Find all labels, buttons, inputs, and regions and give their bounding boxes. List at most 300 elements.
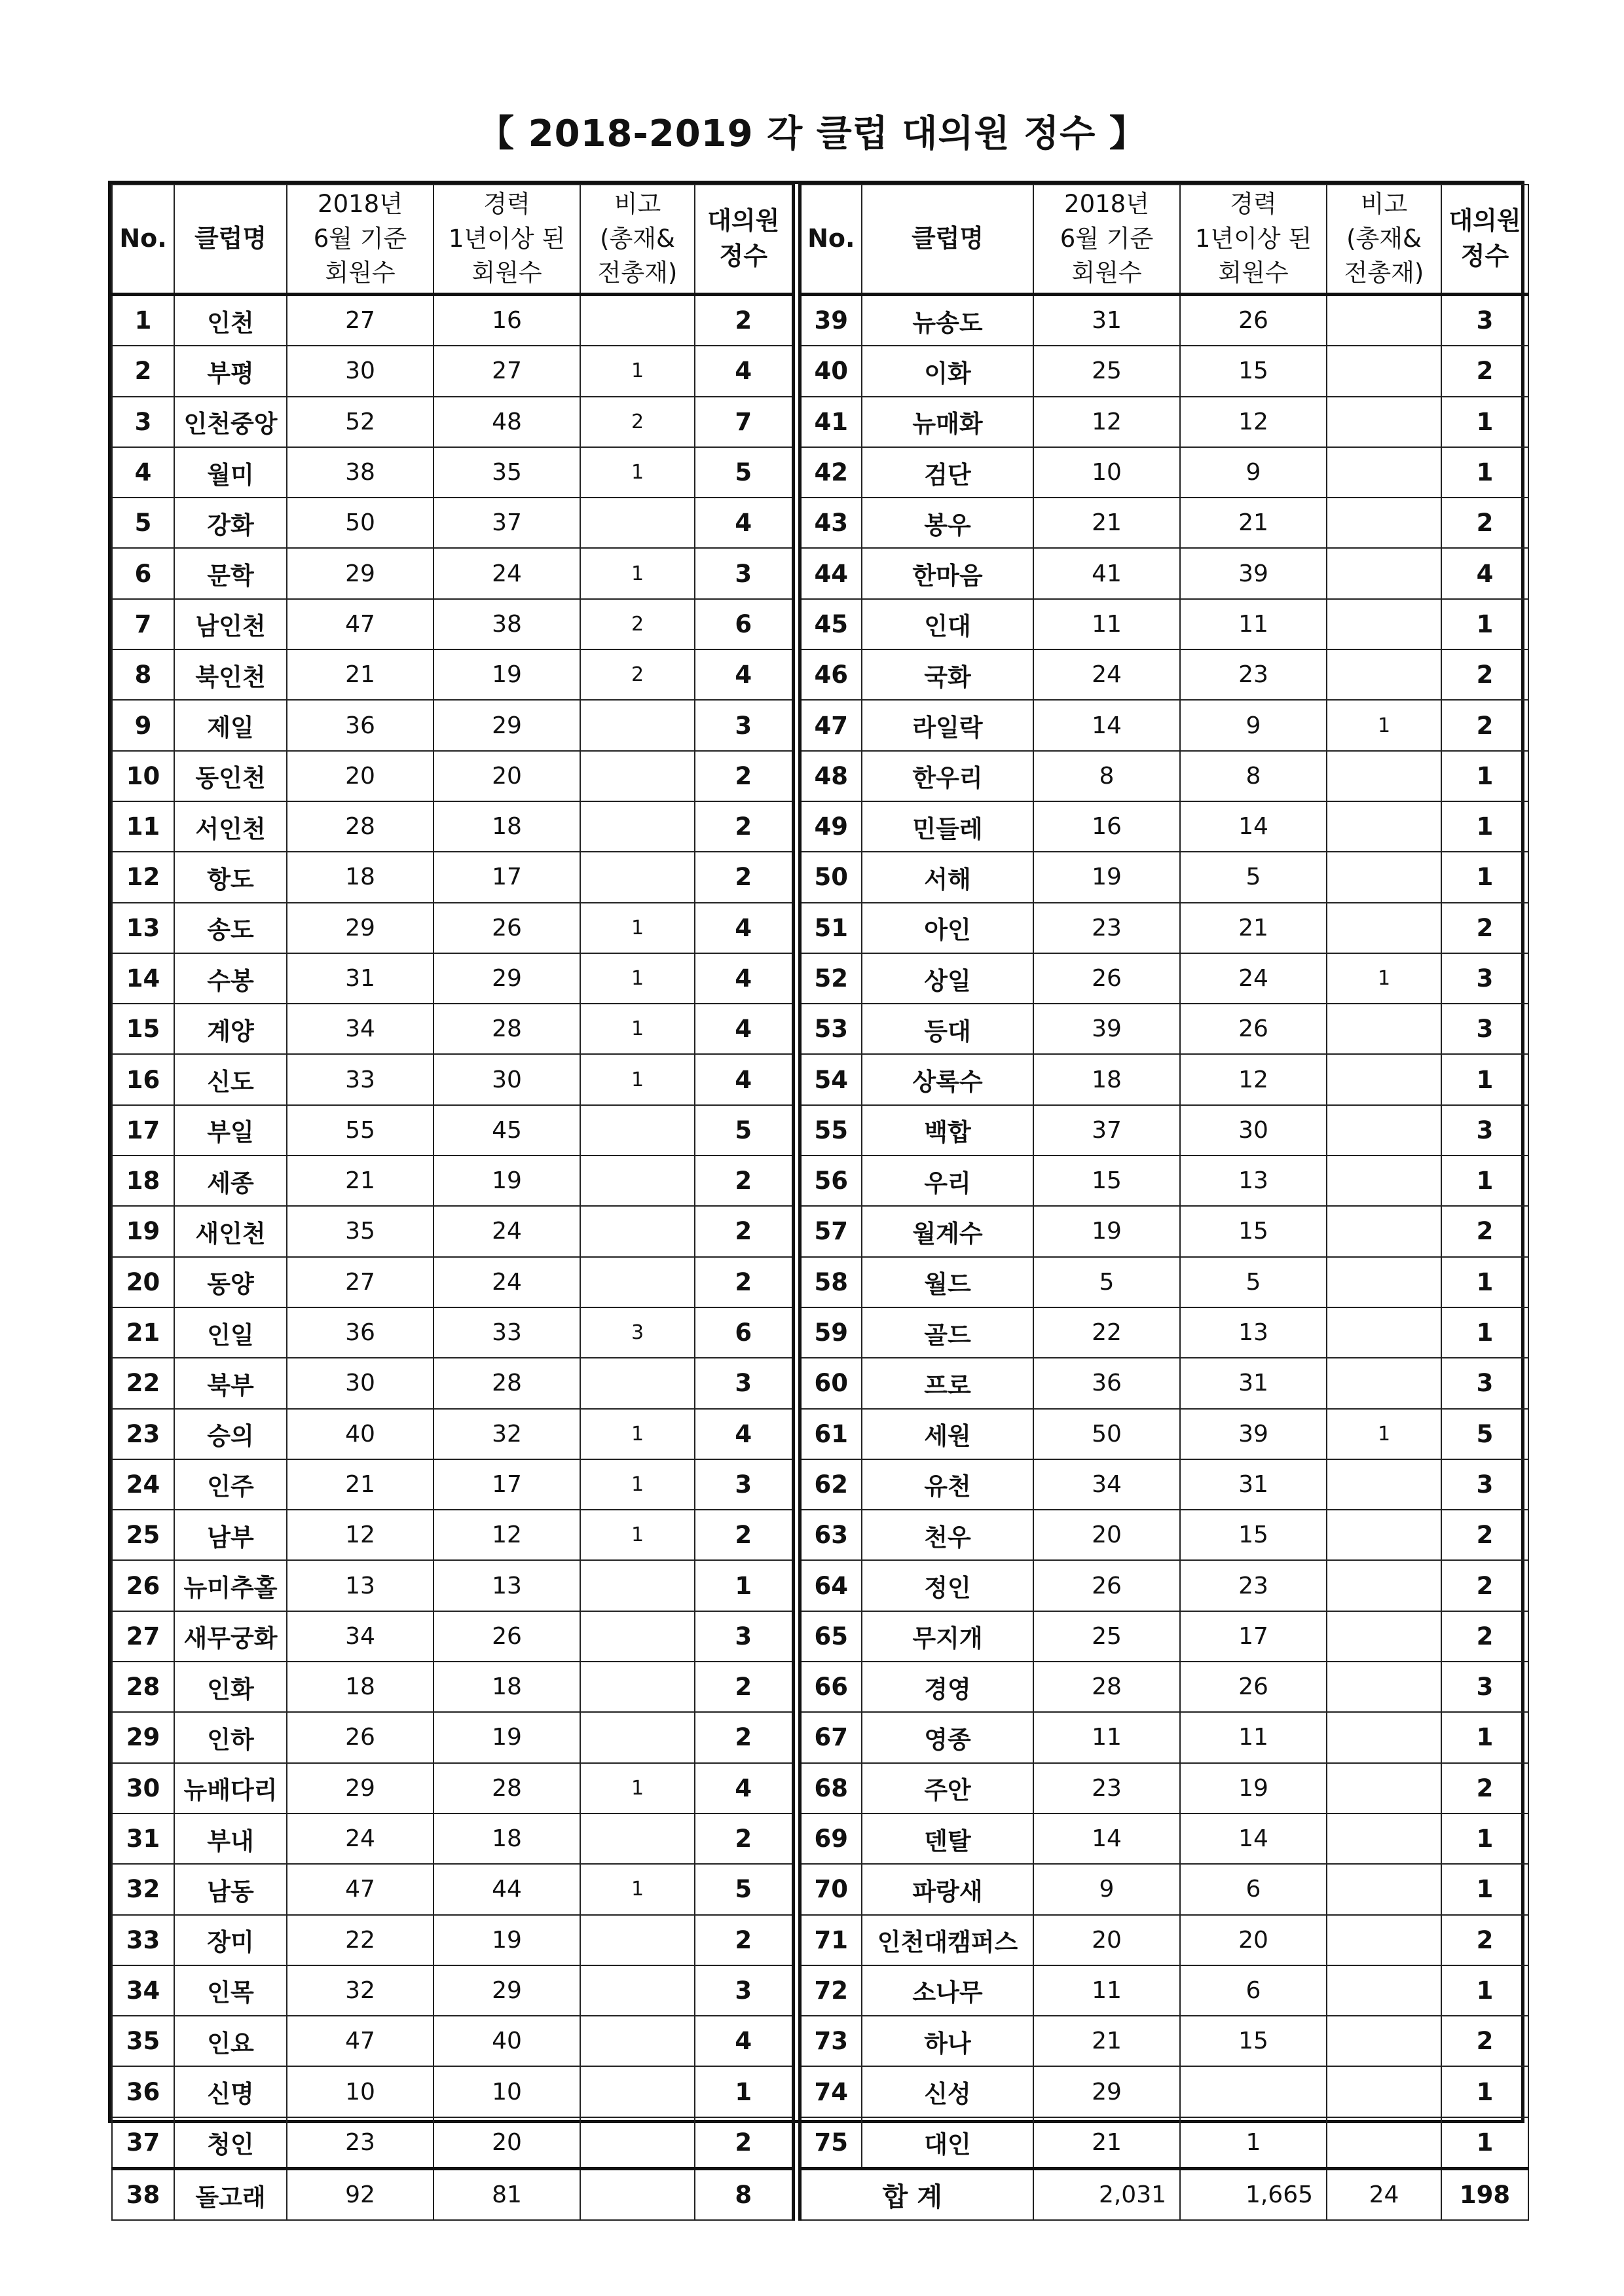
table-row xyxy=(112,1915,793,1965)
table-row xyxy=(112,1156,793,1206)
row-no: 6 xyxy=(112,548,174,598)
experienced-count: 44 xyxy=(434,1864,580,1914)
remark: 1 xyxy=(580,903,695,953)
table-row xyxy=(800,801,1528,852)
header-delegates: 대의원 정수 xyxy=(1441,185,1528,295)
remark xyxy=(1327,1358,1441,1408)
delegate-quota: 1 xyxy=(1441,1156,1528,1206)
club-name: 세종 xyxy=(174,1156,287,1206)
table-row xyxy=(112,1712,793,1762)
experienced-count: 23 xyxy=(1180,1560,1327,1611)
delegate-quota-tables xyxy=(108,181,1524,2213)
delegate-quota: 1 xyxy=(1441,2066,1528,2117)
member-count: 15 xyxy=(1033,1156,1180,1206)
experienced-count: 29 xyxy=(434,1965,580,2016)
remark xyxy=(1327,1206,1441,1256)
experienced-count: 18 xyxy=(434,1662,580,1712)
experienced-count: 17 xyxy=(1180,1611,1327,1662)
member-count: 36 xyxy=(287,1307,434,1358)
row-no: 20 xyxy=(112,1257,174,1307)
delegate-quota: 1 xyxy=(1441,1813,1528,1864)
member-count: 16 xyxy=(1033,801,1180,852)
table-row xyxy=(800,1662,1528,1712)
club-name: 인하 xyxy=(174,1712,287,1762)
remark xyxy=(1327,1054,1441,1104)
member-count: 10 xyxy=(1033,447,1180,498)
delegate-quota: 2 xyxy=(1441,2016,1528,2066)
club-name: 북부 xyxy=(174,1358,287,1408)
remark xyxy=(580,295,695,346)
row-no: 34 xyxy=(112,1965,174,2016)
table-row xyxy=(112,2117,793,2169)
club-name: 국화 xyxy=(862,649,1033,700)
club-name: 등대 xyxy=(862,1004,1033,1054)
delegate-quota: 5 xyxy=(695,447,793,498)
club-name: 인대 xyxy=(862,599,1033,649)
row-no: 53 xyxy=(800,1004,862,1054)
remark: 1 xyxy=(580,346,695,396)
delegate-quota: 3 xyxy=(1441,1358,1528,1408)
delegate-quota: 4 xyxy=(695,498,793,548)
member-count: 34 xyxy=(287,1004,434,1054)
experienced-count: 26 xyxy=(1180,1662,1327,1712)
delegate-quota: 2 xyxy=(1441,1510,1528,1560)
remark xyxy=(1327,1662,1441,1712)
table-row xyxy=(800,1712,1528,1762)
table-row xyxy=(800,1307,1528,1358)
member-count: 21 xyxy=(287,1156,434,1206)
row-no: 71 xyxy=(800,1915,862,1965)
table-row xyxy=(800,1560,1528,1611)
row-no: 15 xyxy=(112,1004,174,1054)
member-count: 34 xyxy=(1033,1459,1180,1510)
table-row xyxy=(800,1206,1528,1256)
club-name: 부평 xyxy=(174,346,287,396)
member-count: 92 xyxy=(287,2168,434,2220)
experienced-count: 5 xyxy=(1180,1257,1327,1307)
delegate-quota: 2 xyxy=(695,2117,793,2169)
club-name: 신명 xyxy=(174,2066,287,2117)
table-row xyxy=(800,2117,1528,2169)
delegate-quota: 2 xyxy=(695,295,793,346)
remark xyxy=(1327,1813,1441,1864)
club-name: 소나무 xyxy=(862,1965,1033,2016)
remark: 3 xyxy=(580,1307,695,1358)
remark: 1 xyxy=(580,953,695,1004)
page-title: 【 2018-2019 각 클럽 대의원 정수 】 xyxy=(477,113,1147,155)
table-row xyxy=(112,1763,793,1813)
table-row xyxy=(800,751,1528,801)
experienced-count: 28 xyxy=(434,1004,580,1054)
delegate-quota: 3 xyxy=(695,548,793,598)
table-row xyxy=(112,1358,793,1408)
row-no: 45 xyxy=(800,599,862,649)
experienced-count: 14 xyxy=(1180,1813,1327,1864)
experienced-count: 24 xyxy=(434,1206,580,1256)
table-row xyxy=(800,498,1528,548)
table-row xyxy=(112,2066,793,2117)
table-row xyxy=(112,700,793,750)
experienced-count: 20 xyxy=(434,751,580,801)
table-row xyxy=(112,751,793,801)
remark: 1 xyxy=(1327,953,1441,1004)
delegate-quota: 1 xyxy=(1441,599,1528,649)
experienced-count: 31 xyxy=(1180,1358,1327,1408)
experienced-count: 32 xyxy=(434,1409,580,1459)
table-row xyxy=(800,700,1528,750)
total-row xyxy=(800,2168,1528,2220)
remark xyxy=(1327,1257,1441,1307)
remark xyxy=(1327,903,1441,953)
club-name: 남동 xyxy=(174,1864,287,1914)
experienced-count: 30 xyxy=(434,1054,580,1104)
experienced-count: 38 xyxy=(434,599,580,649)
club-name: 신도 xyxy=(174,1054,287,1104)
delegate-quota: 4 xyxy=(695,953,793,1004)
row-no: 29 xyxy=(112,1712,174,1762)
row-no: 11 xyxy=(112,801,174,852)
experienced-count: 11 xyxy=(1180,599,1327,649)
remark: 1 xyxy=(580,1459,695,1510)
header-club: 클럽명 xyxy=(174,185,287,295)
row-no: 57 xyxy=(800,1206,862,1256)
delegate-quota: 4 xyxy=(695,1004,793,1054)
club-name: 세원 xyxy=(862,1409,1033,1459)
table-row xyxy=(112,1105,793,1156)
delegate-quota: 2 xyxy=(695,1813,793,1864)
remark: 2 xyxy=(580,397,695,447)
delegate-quota: 4 xyxy=(695,346,793,396)
remark xyxy=(580,2117,695,2169)
row-no: 16 xyxy=(112,1054,174,1104)
delegate-quota: 2 xyxy=(1441,498,1528,548)
club-name: 남부 xyxy=(174,1510,287,1560)
remark xyxy=(580,2066,695,2117)
remark xyxy=(1327,801,1441,852)
member-count: 19 xyxy=(1033,1206,1180,1256)
member-count: 14 xyxy=(1033,1813,1180,1864)
row-no: 58 xyxy=(800,1257,862,1307)
member-count: 41 xyxy=(1033,548,1180,598)
experienced-count: 28 xyxy=(434,1763,580,1813)
member-count: 32 xyxy=(287,1965,434,2016)
row-no: 56 xyxy=(800,1156,862,1206)
delegate-quota: 4 xyxy=(695,649,793,700)
remark xyxy=(580,1611,695,1662)
member-count: 36 xyxy=(1033,1358,1180,1408)
table-row xyxy=(112,1257,793,1307)
club-name: 새무궁화 xyxy=(174,1611,287,1662)
delegate-quota: 2 xyxy=(695,1206,793,1256)
experienced-count: 45 xyxy=(434,1105,580,1156)
club-name: 새인천 xyxy=(174,1206,287,1256)
row-no: 21 xyxy=(112,1307,174,1358)
table-row xyxy=(112,1813,793,1864)
experienced-count: 1 xyxy=(1180,2117,1327,2169)
table-row xyxy=(112,953,793,1004)
delegate-quota: 2 xyxy=(695,852,793,902)
club-name: 신성 xyxy=(862,2066,1033,2117)
club-name: 무지개 xyxy=(862,1611,1033,1662)
header-delegates: 대의원 정수 xyxy=(695,185,793,295)
remark xyxy=(580,2168,695,2220)
header-experienced: 경력 1년이상 된 회원수 xyxy=(1180,185,1327,295)
experienced-count: 26 xyxy=(434,1611,580,1662)
member-count: 26 xyxy=(287,1712,434,1762)
member-count: 28 xyxy=(1033,1662,1180,1712)
delegate-quota: 1 xyxy=(1441,447,1528,498)
row-no: 2 xyxy=(112,346,174,396)
experienced-count: 8 xyxy=(1180,751,1327,801)
club-name: 덴탈 xyxy=(862,1813,1033,1864)
club-name: 부내 xyxy=(174,1813,287,1864)
remark: 1 xyxy=(580,1004,695,1054)
member-count: 26 xyxy=(1033,953,1180,1004)
delegate-quota: 4 xyxy=(695,1054,793,1104)
member-count: 47 xyxy=(287,599,434,649)
remark xyxy=(580,1965,695,2016)
experienced-count: 11 xyxy=(1180,1712,1327,1762)
table-row xyxy=(112,1004,793,1054)
member-count: 10 xyxy=(287,2066,434,2117)
club-name: 상일 xyxy=(862,953,1033,1004)
member-count: 11 xyxy=(1033,1712,1180,1762)
member-count: 12 xyxy=(287,1510,434,1560)
table-row xyxy=(112,548,793,598)
delegate-quota: 2 xyxy=(695,1257,793,1307)
member-count: 25 xyxy=(1033,1611,1180,1662)
remark xyxy=(1327,548,1441,598)
remark xyxy=(580,1560,695,1611)
table-row xyxy=(112,2168,793,2220)
club-name: 정인 xyxy=(862,1560,1033,1611)
header-members: 2018년 6월 기준 회원수 xyxy=(287,185,434,295)
header-remark: 비고 (총재& 전총재) xyxy=(1327,185,1441,295)
experienced-count: 27 xyxy=(434,346,580,396)
table-row xyxy=(800,649,1528,700)
experienced-count: 24 xyxy=(434,548,580,598)
table-row xyxy=(800,1965,1528,2016)
club-name: 한마음 xyxy=(862,548,1033,598)
right-table xyxy=(798,184,1530,2221)
member-count: 21 xyxy=(287,649,434,700)
member-count: 50 xyxy=(1033,1409,1180,1459)
member-count: 19 xyxy=(1033,852,1180,902)
table-row xyxy=(800,599,1528,649)
table-row xyxy=(112,1459,793,1510)
member-count: 29 xyxy=(287,903,434,953)
row-no: 54 xyxy=(800,1054,862,1104)
club-name: 주안 xyxy=(862,1763,1033,1813)
table-row xyxy=(800,1763,1528,1813)
row-no: 3 xyxy=(112,397,174,447)
delegate-quota: 3 xyxy=(1441,295,1528,346)
row-no: 44 xyxy=(800,548,862,598)
row-no: 30 xyxy=(112,1763,174,1813)
experienced-count: 13 xyxy=(434,1560,580,1611)
row-no: 66 xyxy=(800,1662,862,1712)
club-name: 천우 xyxy=(862,1510,1033,1560)
row-no: 39 xyxy=(800,295,862,346)
remark: 2 xyxy=(580,649,695,700)
member-count: 40 xyxy=(287,1409,434,1459)
member-count: 21 xyxy=(1033,2016,1180,2066)
remark xyxy=(580,852,695,902)
delegate-quota: 2 xyxy=(1441,649,1528,700)
member-count: 23 xyxy=(287,2117,434,2169)
experienced-count: 21 xyxy=(1180,903,1327,953)
delegate-quota: 2 xyxy=(1441,700,1528,750)
remark xyxy=(1327,498,1441,548)
remark xyxy=(1327,2066,1441,2117)
delegate-quota: 4 xyxy=(695,2016,793,2066)
club-name: 이화 xyxy=(862,346,1033,396)
delegate-quota: 2 xyxy=(695,1712,793,1762)
club-name: 백합 xyxy=(862,1105,1033,1156)
member-count: 20 xyxy=(287,751,434,801)
remark xyxy=(580,801,695,852)
row-no: 62 xyxy=(800,1459,862,1510)
delegate-quota: 2 xyxy=(1441,1560,1528,1611)
member-count: 18 xyxy=(287,852,434,902)
delegate-quota: 5 xyxy=(695,1864,793,1914)
experienced-count: 30 xyxy=(1180,1105,1327,1156)
remark xyxy=(1327,1560,1441,1611)
total-remark: 24 xyxy=(1327,2168,1441,2220)
experienced-count: 14 xyxy=(1180,801,1327,852)
total-experienced: 1,665 xyxy=(1180,2168,1327,2220)
delegate-quota: 4 xyxy=(695,903,793,953)
row-no: 13 xyxy=(112,903,174,953)
table-row xyxy=(800,1510,1528,1560)
club-name: 승의 xyxy=(174,1409,287,1459)
club-name: 골드 xyxy=(862,1307,1033,1358)
table-row xyxy=(112,1409,793,1459)
delegate-quota: 6 xyxy=(695,599,793,649)
row-no: 55 xyxy=(800,1105,862,1156)
delegate-quota: 1 xyxy=(1441,852,1528,902)
remark: 1 xyxy=(580,1054,695,1104)
table-row xyxy=(112,801,793,852)
delegate-quota: 3 xyxy=(1441,1662,1528,1712)
delegate-quota: 5 xyxy=(1441,1409,1528,1459)
experienced-count: 39 xyxy=(1180,1409,1327,1459)
remark xyxy=(1327,1611,1441,1662)
club-name: 강화 xyxy=(174,498,287,548)
club-name: 뉴배다리 xyxy=(174,1763,287,1813)
experienced-count: 33 xyxy=(434,1307,580,1358)
remark xyxy=(1327,1105,1441,1156)
row-no: 37 xyxy=(112,2117,174,2169)
total-delegates: 198 xyxy=(1441,2168,1528,2220)
remark xyxy=(580,1257,695,1307)
member-count: 29 xyxy=(1033,2066,1180,2117)
delegate-quota: 1 xyxy=(1441,1864,1528,1914)
member-count: 47 xyxy=(287,1864,434,1914)
row-no: 17 xyxy=(112,1105,174,1156)
member-count: 38 xyxy=(287,447,434,498)
row-no: 5 xyxy=(112,498,174,548)
row-no: 33 xyxy=(112,1915,174,1965)
experienced-count: 12 xyxy=(1180,1054,1327,1104)
table-row xyxy=(112,1054,793,1104)
delegate-quota: 2 xyxy=(695,1915,793,1965)
remark xyxy=(1327,1510,1441,1560)
row-no: 70 xyxy=(800,1864,862,1914)
header-experienced: 경력 1년이상 된 회원수 xyxy=(434,185,580,295)
left-table xyxy=(111,184,795,2221)
delegate-quota: 4 xyxy=(695,1409,793,1459)
delegate-quota: 1 xyxy=(1441,397,1528,447)
delegate-quota: 2 xyxy=(695,1156,793,1206)
table-row xyxy=(112,1864,793,1914)
table-row xyxy=(112,649,793,700)
experienced-count: 35 xyxy=(434,447,580,498)
club-name: 뉴미추홀 xyxy=(174,1560,287,1611)
member-count: 24 xyxy=(287,1813,434,1864)
member-count: 11 xyxy=(1033,599,1180,649)
remark xyxy=(580,1915,695,1965)
table-row xyxy=(112,397,793,447)
left-table-body xyxy=(112,295,793,2221)
club-name: 인화 xyxy=(174,1662,287,1712)
delegate-quota: 2 xyxy=(1441,346,1528,396)
club-name: 인주 xyxy=(174,1459,287,1510)
row-no: 24 xyxy=(112,1459,174,1510)
row-no: 9 xyxy=(112,700,174,750)
row-no: 25 xyxy=(112,1510,174,1560)
experienced-count: 15 xyxy=(1180,1206,1327,1256)
experienced-count: 6 xyxy=(1180,1864,1327,1914)
delegate-quota: 1 xyxy=(1441,1712,1528,1762)
experienced-count: 9 xyxy=(1180,700,1327,750)
club-name: 북인천 xyxy=(174,649,287,700)
member-count: 21 xyxy=(1033,498,1180,548)
delegate-quota: 2 xyxy=(1441,1915,1528,1965)
experienced-count: 26 xyxy=(1180,295,1327,346)
member-count: 36 xyxy=(287,700,434,750)
member-count: 29 xyxy=(287,1763,434,1813)
club-name: 수봉 xyxy=(174,953,287,1004)
table-row xyxy=(112,599,793,649)
experienced-count: 81 xyxy=(434,2168,580,2220)
table-row xyxy=(112,1611,793,1662)
delegate-quota: 3 xyxy=(1441,1004,1528,1054)
row-no: 64 xyxy=(800,1560,862,1611)
experienced-count: 13 xyxy=(1180,1156,1327,1206)
experienced-count: 20 xyxy=(434,2117,580,2169)
member-count: 8 xyxy=(1033,751,1180,801)
experienced-count: 18 xyxy=(434,1813,580,1864)
member-count: 14 xyxy=(1033,700,1180,750)
experienced-count: 13 xyxy=(1180,1307,1327,1358)
table-row xyxy=(800,447,1528,498)
remark xyxy=(1327,1915,1441,1965)
member-count: 18 xyxy=(287,1662,434,1712)
row-no: 1 xyxy=(112,295,174,346)
row-no: 41 xyxy=(800,397,862,447)
table-row xyxy=(112,295,793,346)
club-name: 송도 xyxy=(174,903,287,953)
delegate-quota: 3 xyxy=(695,1459,793,1510)
experienced-count: 10 xyxy=(434,2066,580,2117)
member-count: 22 xyxy=(1033,1307,1180,1358)
remark xyxy=(580,1105,695,1156)
member-count: 9 xyxy=(1033,1864,1180,1914)
member-count: 23 xyxy=(1033,903,1180,953)
club-name: 민들레 xyxy=(862,801,1033,852)
delegate-quota: 1 xyxy=(1441,1965,1528,2016)
